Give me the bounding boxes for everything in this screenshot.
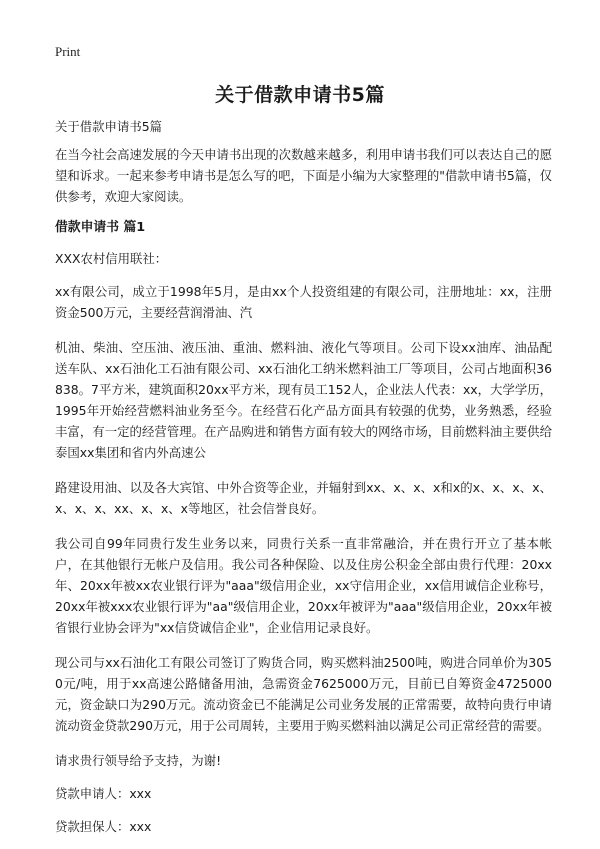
salutation: XXX农村信用联社： [55, 251, 168, 266]
document-subtitle: 关于借款申请书5篇 [55, 119, 163, 134]
applicant-line: 贷款申请人：xxx [55, 786, 152, 801]
paragraph-credit-history: 我公司自99年同贵行发生业务以来，同贵行关系一直非常融洽，并在贵行开立了基本帐户，在其他银行无帐户及信用。我公司各种保险、以及住房公积金全部由贵行代理：20xx年、20xx年被xx农业银行评为"aaa"级信用企业，xx守信用企业，xx信用诚信企业称号，20xx年被xxx农业银行评为"aa"级信用企业，20xx年被评为"aaa"级信用企业，20xx年被省银行业协会评为"xx信贷诚信企业"，企业信用记录良好。 [55, 536, 552, 635]
paragraph-closing: 请求贵行领导给予支持，为谢! [55, 753, 222, 768]
paragraph-business-scope: 机油、柴油、空压油、液压油、重油、燃料油、液化气等项目。公司下设xx油库、油品配送车队、xx石油化工石油有限公司、xx石油化工纳米燃料油工厂等项目，公司占地面积36838。7平方米，建筑面积20xx平方米，现有员工152人，企业法人代表：xx，大学学历，1995年开始经营燃料油业务至今。在经营石化产品方面具有较强的优势，业务熟悉，经验丰富，有一定的经营管理。在产品购进和销售方面有较大的网络市场，目前燃料油主要供给泰国xx集团和省内外高速公 [55, 340, 552, 460]
guarantor-line: 贷款担保人：xxx [55, 819, 152, 834]
print-label[interactable]: Print [55, 44, 81, 59]
section-heading: 借款申请书 篇1 [55, 220, 146, 235]
paragraph-loan-request: 现公司与xx石油化工有限公司签订了购货合同，购买燃料油2500吨，购进合同单价为3050元/吨，用于xx高速公路储备用油，急需资金7625000万元，目前已自筹资金4725000元，资金缺口为290万元。流动资金已不能满足公司业务发展的正常需要，故特向贵行申请流动资金贷款290万元，用于公司周转，主要用于购买燃料油以满足公司正常经营的需要。 [55, 655, 552, 733]
paragraph-company-intro: xx有限公司，成立于1998年5月，是由xx个人投资组建的有限公司，注册地址：xx，注册资金500万元，主要经营润滑油、汽 [55, 284, 552, 320]
document-body [55, 116, 552, 849]
paragraph-supply-regions: 路建设用油、以及各大宾馆、中外合资等企业，并辐射到xx、x、x、x和x的x、x、x、x、x、x、x、xx、x、x、x等地区，社会信誉良好。 [55, 480, 552, 516]
document-title: 关于借款申请书5篇 [215, 84, 385, 106]
intro-paragraph: 在当今社会高速发展的今天申请书出现的次数越来越多，利用申请书我们可以表达自己的愿望和诉求。一起来参考申请书是怎么写的吧，下面是小编为大家整理的"借款申请书5篇，仅供参考，欢迎大家阅读。 [55, 147, 552, 204]
